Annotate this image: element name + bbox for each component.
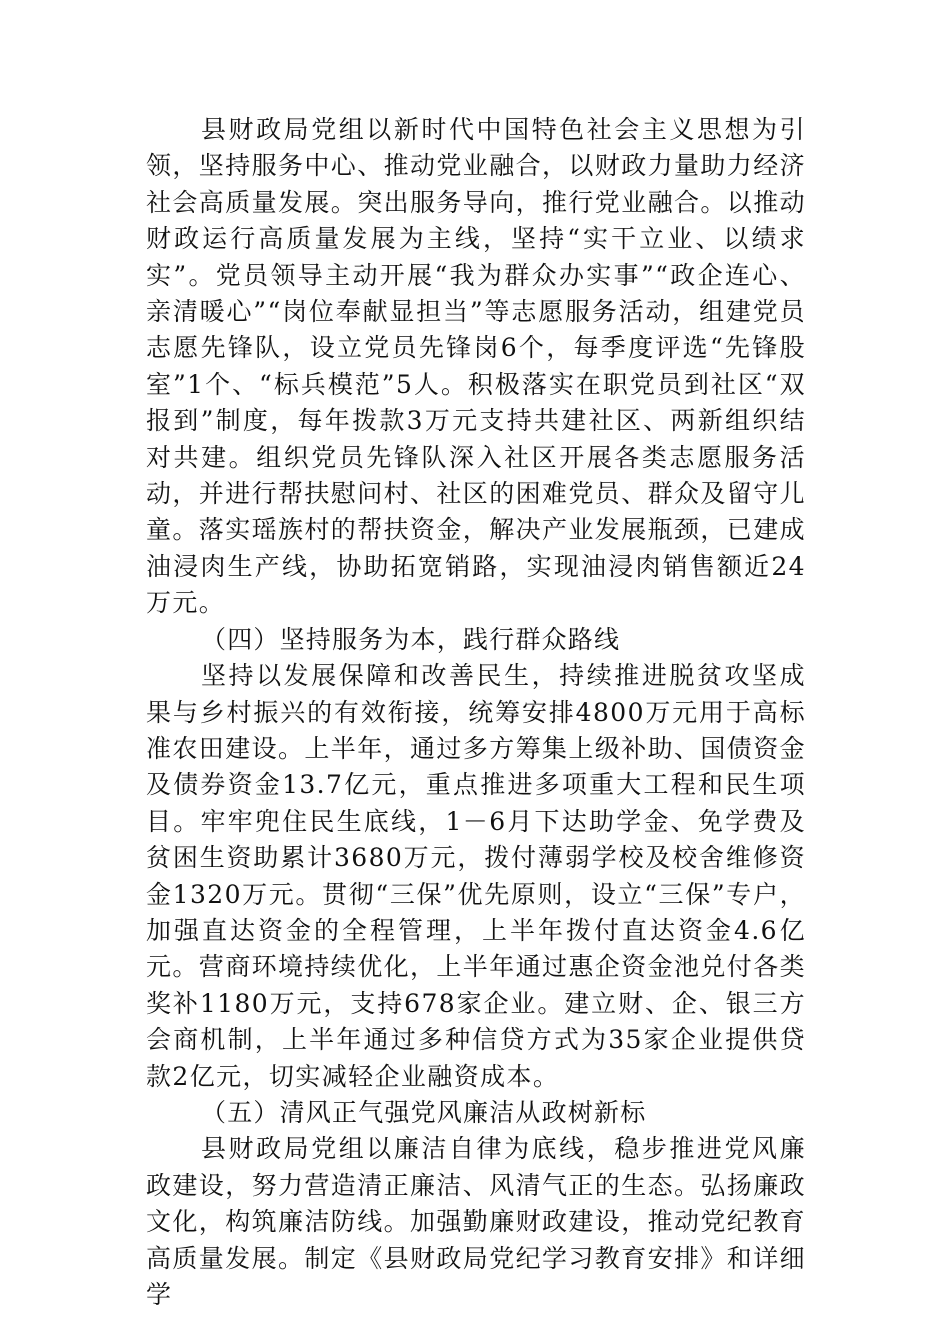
body-paragraph-integrity: 县财政局党组以廉洁自律为底线，稳步推进党风廉政建设，努力营造清正廉洁、风清气正的生态。弘扬廉政文化，构筑廉洁防线。加强勤廉财政建设，推动党纪教育高质量发展。制定《县财政局党纪学习教育安排》和详细学 [146, 1134, 807, 1309]
body-paragraph-livelihood: 坚持以发展保障和改善民生，持续推进脱贫攻坚成果与乡村振兴的有效衔接，统筹安排4800万元用于高标准农田建设。上半年，通过多方筹集上级补助、国债资金及债券资金13.7亿元，重点推进多项重大工程和民生项目。牢牢兜住民生底线，1－6月下达助学金、免学费及贫困生资助累计3680万元，拨付薄弱学校及校舍维修资金1320万元。贯彻“三保”优先原则，设立“三保”专户，加强直达资金的全程管理，上半年拨付直达资金4.6亿元。营商环境持续优化，上半年通过惠企资金池兑付各类奖补1180万元，支持678家企业。建立财、企、银三方会商机制，上半年通过多种信贷方式为35家企业提供贷款2亿元，切实减轻企业融资成本。 [146, 661, 807, 1091]
section-heading-5: （五）清风正气强党风廉洁从政树新标 [201, 1097, 647, 1127]
document-body [146, 112, 806, 1313]
section-heading-4: （四）坚持服务为本，践行群众路线 [201, 624, 621, 654]
body-paragraph-party-service: 县财政局党组以新时代中国特色社会主义思想为引领，坚持服务中心、推动党业融合，以财政力量助力经济社会高质量发展。突出服务导向，推行党业融合。以推动财政运行高质量发展为主线，坚持“实干立业、以绩求实”。党员领导主动开展“我为群众办实事”“政企连心、亲清暖心”“岗位奉献显担当”等志愿服务活动，组建党员志愿先锋队，设立党员先锋岗6个，每季度评选“先锋股室”1个、“标兵模范”5人。积极落实在职党员到社区“双报到”制度，每年拨款3万元支持共建社区、两新组织结对共建。组织党员先锋队深入社区开展各类志愿服务活动，并进行帮扶慰问村、社区的困难党员、群众及留守儿童。落实瑶族村的帮扶资金，解决产业发展瓶颈，已建成油浸肉生产线，协助拓宽销路，实现油浸肉销售额近24万元。 [146, 115, 807, 618]
